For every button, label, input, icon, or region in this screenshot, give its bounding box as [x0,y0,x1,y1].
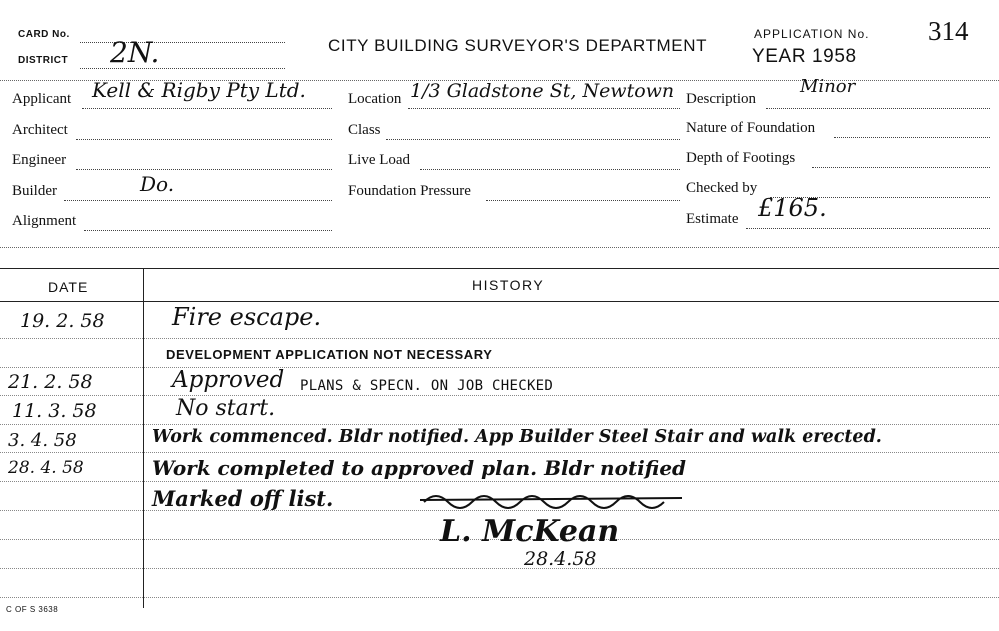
application-number: 314 [928,16,969,46]
description-value: Minor [800,76,856,97]
estimate-line [746,228,990,229]
builder-value: Do. [140,172,175,196]
applicant-value: Kell & Rigby Pty Ltd. [92,78,306,102]
live-load-line [420,169,680,170]
architect-label: Architect [12,122,68,138]
nature-of-foundation-label: Nature of Foundation [686,120,816,136]
location-label: Location [348,91,402,107]
class-label: Class [348,122,381,138]
district-value: 2N. [110,36,160,69]
live-load-label: Live Load [348,152,411,168]
applicant-line [82,108,332,109]
history-entry: Fire escape. [172,303,322,331]
row-line [0,424,999,425]
history-entry: Marked off list. [152,486,334,511]
estimate-value: £165. [758,194,827,222]
history-header: HISTORY [472,277,545,293]
development-stamp: DEVELOPMENT APPLICATION NOT NECESSARY [166,347,493,362]
signature-date: 28.4.58 [524,548,597,570]
applicant-label: Applicant [12,91,72,107]
history-date: 19. 2. 58 [20,310,105,332]
class-line [386,139,680,140]
foundation-pressure-line [486,200,680,201]
engineer-line [76,169,332,170]
year-label: YEAR 1958 [752,46,857,67]
row-line [0,367,999,368]
estimate-label: Estimate [686,211,739,227]
card-no-label: CARD No. [18,29,70,40]
alignment-label: Alignment [12,213,77,229]
engineer-label: Engineer [12,152,67,168]
history-top-border [0,268,999,269]
history-date: 21. 2. 58 [8,371,93,393]
location-line [408,108,680,109]
signature: L. McKean [440,514,620,549]
row-line [0,481,999,482]
department-title: CITY BUILDING SURVEYOR'S DEPARTMENT [328,36,708,55]
foundation-pressure-label: Foundation Pressure [348,183,471,199]
struck-out-text [420,488,690,512]
builder-line [64,200,332,201]
row-line [0,395,999,396]
history-date: 28. 4. 58 [8,458,84,478]
depth-of-footings-line [812,167,990,168]
history-entry: Approved [172,367,285,393]
row-line [0,338,999,339]
date-column-divider [143,268,144,608]
description-label: Description [686,91,756,107]
row-line [0,597,999,598]
location-value: 1/3 Gladstone St, Newtown [410,80,675,102]
row-line [0,568,999,569]
architect-line [76,139,332,140]
history-entry: No start. [176,396,276,421]
history-date: 3. 4. 58 [8,430,77,451]
history-entry: Work commenced. Bldr notified. App Builder Steel Stair and walk erected. [152,427,882,447]
row-line [0,452,999,453]
application-label: APPLICATION No. [754,27,870,41]
description-line [766,108,990,109]
plans-checked-stamp: PLANS & SPECN. ON JOB CHECKED [300,378,554,394]
history-entry: Work completed to approved plan. Bldr notified [152,456,687,480]
history-header-border [0,301,999,302]
depth-of-footings-label: Depth of Footings [686,150,796,166]
history-date: 11. 3. 58 [12,400,97,422]
alignment-line [84,230,332,231]
builder-label: Builder [12,183,57,199]
nature-of-foundation-line [834,137,990,138]
date-header: DATE [48,279,89,295]
form-code: C OF S 3638 [6,605,59,614]
checked-by-label: Checked by [686,180,758,196]
fields-bottom-rule [0,247,999,248]
district-label: DISTRICT [18,55,69,66]
